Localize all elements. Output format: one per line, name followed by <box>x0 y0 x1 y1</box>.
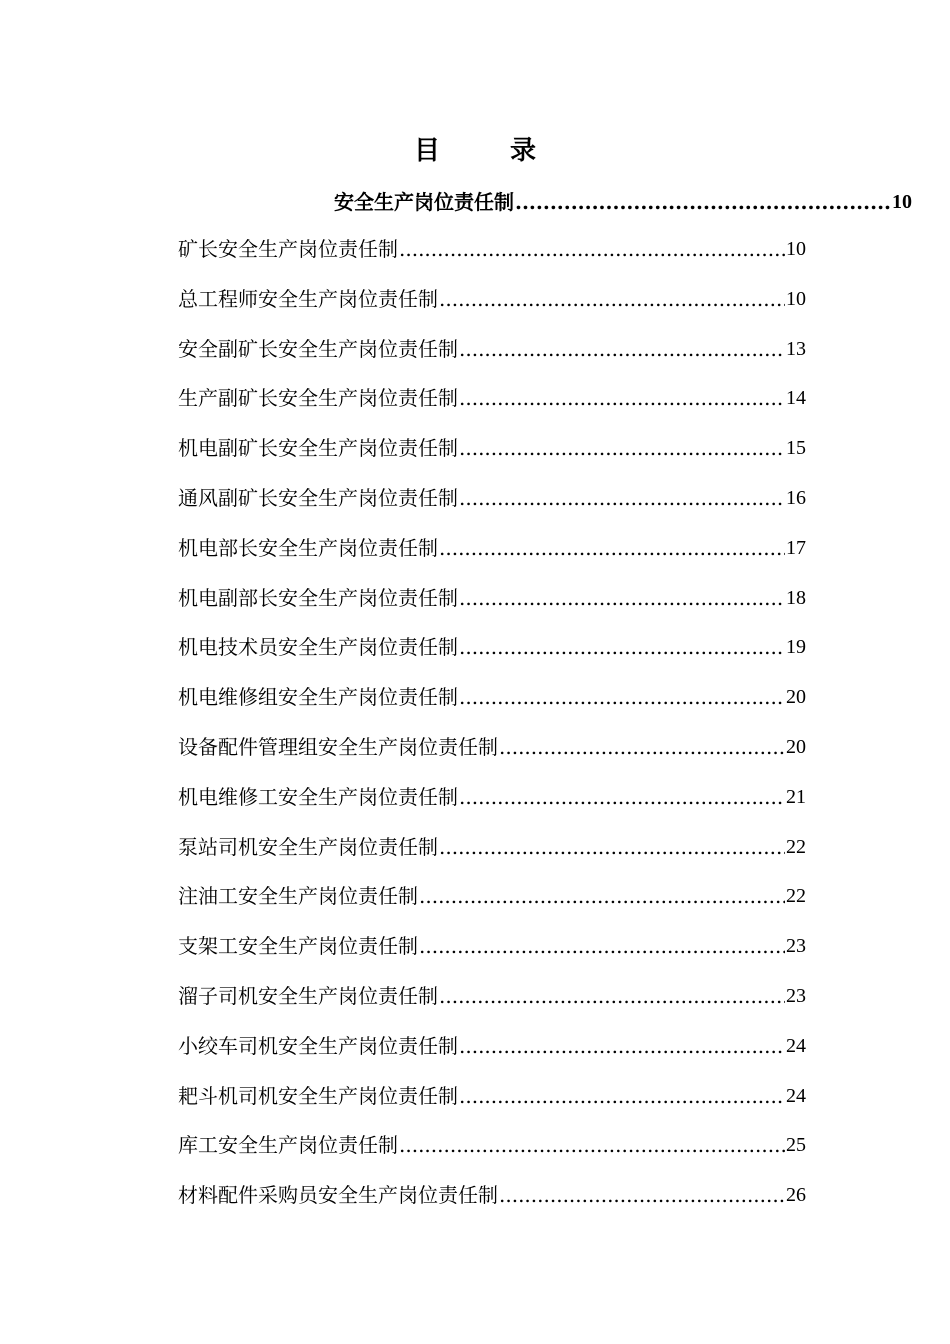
toc-entry[interactable] <box>178 483 806 533</box>
toc-entry-label: 机电副部长安全生产岗位责任制 <box>178 585 458 610</box>
toc-entry[interactable] <box>178 981 806 1031</box>
dot-leader <box>459 1031 785 1061</box>
toc-entry-page: 22 <box>786 835 806 858</box>
toc-entry[interactable] <box>178 533 806 583</box>
toc-entry[interactable] <box>178 284 806 334</box>
dot-leader <box>459 682 785 712</box>
toc-entry-label: 矿长安全生产岗位责任制 <box>178 237 398 261</box>
toc-entry-label: 材料配件采购员安全生产岗位责任制 <box>178 1183 498 1208</box>
toc-entry-label: 机电副矿长安全生产岗位责任制 <box>178 436 458 461</box>
toc-entry-page: 19 <box>786 636 806 659</box>
dot-leader <box>399 1130 785 1160</box>
dot-leader <box>459 383 785 413</box>
toc-entry-label: 库工安全生产岗位责任制 <box>178 1133 398 1158</box>
dot-leader <box>459 334 785 364</box>
toc-list <box>178 234 806 1230</box>
toc-entry-page: 14 <box>786 387 806 410</box>
toc-entry-label: 耙斗机司机安全生产岗位责任制 <box>178 1083 458 1108</box>
toc-entry-label: 安全副矿长安全生产岗位责任制 <box>178 336 458 361</box>
toc-entry[interactable] <box>178 1180 806 1230</box>
toc-section-label: 安全生产岗位责任制 <box>334 190 514 214</box>
dot-leader <box>459 483 785 513</box>
toc-entry-page: 10 <box>786 238 806 260</box>
dot-leader <box>439 981 785 1011</box>
toc-entry[interactable] <box>178 1031 806 1081</box>
toc-entry[interactable] <box>178 334 806 384</box>
dot-leader <box>459 632 785 662</box>
toc-entry-label: 溜子司机安全生产岗位责任制 <box>178 983 438 1008</box>
dot-leader <box>419 881 785 911</box>
dot-leader <box>439 533 785 563</box>
toc-entry[interactable] <box>178 732 806 782</box>
toc-entry-label: 生产副矿长安全生产岗位责任制 <box>178 386 458 411</box>
dot-leader <box>515 188 891 216</box>
toc-entry-page: 23 <box>786 935 806 958</box>
toc-entry[interactable] <box>178 931 806 981</box>
dot-leader <box>439 832 785 862</box>
toc-entry-page: 10 <box>786 287 806 310</box>
toc-entry-page: 25 <box>786 1134 806 1157</box>
toc-entry-label: 总工程师安全生产岗位责任制 <box>178 286 438 311</box>
toc-entry-label: 机电部长安全生产岗位责任制 <box>178 535 438 560</box>
toc-entry-page: 15 <box>786 437 806 460</box>
toc-entry-page: 18 <box>786 586 806 609</box>
toc-entry-page: 24 <box>786 1034 806 1057</box>
toc-entry[interactable] <box>178 782 806 832</box>
dot-leader <box>439 284 785 314</box>
toc-entry[interactable] <box>178 583 806 633</box>
toc-entry-label: 设备配件管理组安全生产岗位责任制 <box>178 734 498 759</box>
toc-entry[interactable] <box>178 682 806 732</box>
toc-entry-label: 通风副矿长安全生产岗位责任制 <box>178 485 458 510</box>
dot-leader <box>399 234 785 264</box>
dot-leader <box>459 433 785 463</box>
toc-section-heading[interactable] <box>334 186 912 216</box>
toc-entry-page: 17 <box>786 536 806 559</box>
toc-entry-page: 13 <box>786 337 806 360</box>
toc-entry-label: 小绞车司机安全生产岗位责任制 <box>178 1033 458 1058</box>
toc-entry-label: 泵站司机安全生产岗位责任制 <box>178 834 438 859</box>
toc-entry-label: 机电技术员安全生产岗位责任制 <box>178 635 458 660</box>
toc-entry[interactable] <box>178 433 806 483</box>
toc-entry[interactable] <box>178 832 806 882</box>
toc-entry-page: 22 <box>786 885 806 908</box>
dot-leader <box>499 732 785 762</box>
dot-leader <box>459 782 785 812</box>
toc-entry-page: 16 <box>786 486 806 509</box>
toc-entry-label: 注油工安全生产岗位责任制 <box>178 884 418 909</box>
dot-leader <box>459 583 785 613</box>
toc-entry[interactable] <box>178 1081 806 1131</box>
toc-entry[interactable] <box>178 881 806 931</box>
toc-entry-label: 机电维修组安全生产岗位责任制 <box>178 685 458 710</box>
toc-entry[interactable] <box>178 632 806 682</box>
toc-entry[interactable] <box>178 234 806 284</box>
toc-entry-page: 21 <box>786 785 806 808</box>
toc-entry[interactable] <box>178 383 806 433</box>
toc-entry-page: 26 <box>786 1184 806 1207</box>
toc-entry-label: 机电维修工安全生产岗位责任制 <box>178 784 458 809</box>
dot-leader <box>459 1081 785 1111</box>
toc-entry[interactable] <box>178 1130 806 1180</box>
toc-entry-label: 支架工安全生产岗位责任制 <box>178 934 418 959</box>
toc-entry-page: 20 <box>786 735 806 758</box>
toc-entry-page: 24 <box>786 1084 806 1107</box>
dot-leader <box>419 931 785 961</box>
page-title: 目 录 <box>413 136 558 166</box>
dot-leader <box>499 1180 785 1210</box>
toc-entry-page: 23 <box>786 984 806 1007</box>
toc-section-page: 10 <box>892 191 912 213</box>
toc-entry-page: 20 <box>786 686 806 709</box>
